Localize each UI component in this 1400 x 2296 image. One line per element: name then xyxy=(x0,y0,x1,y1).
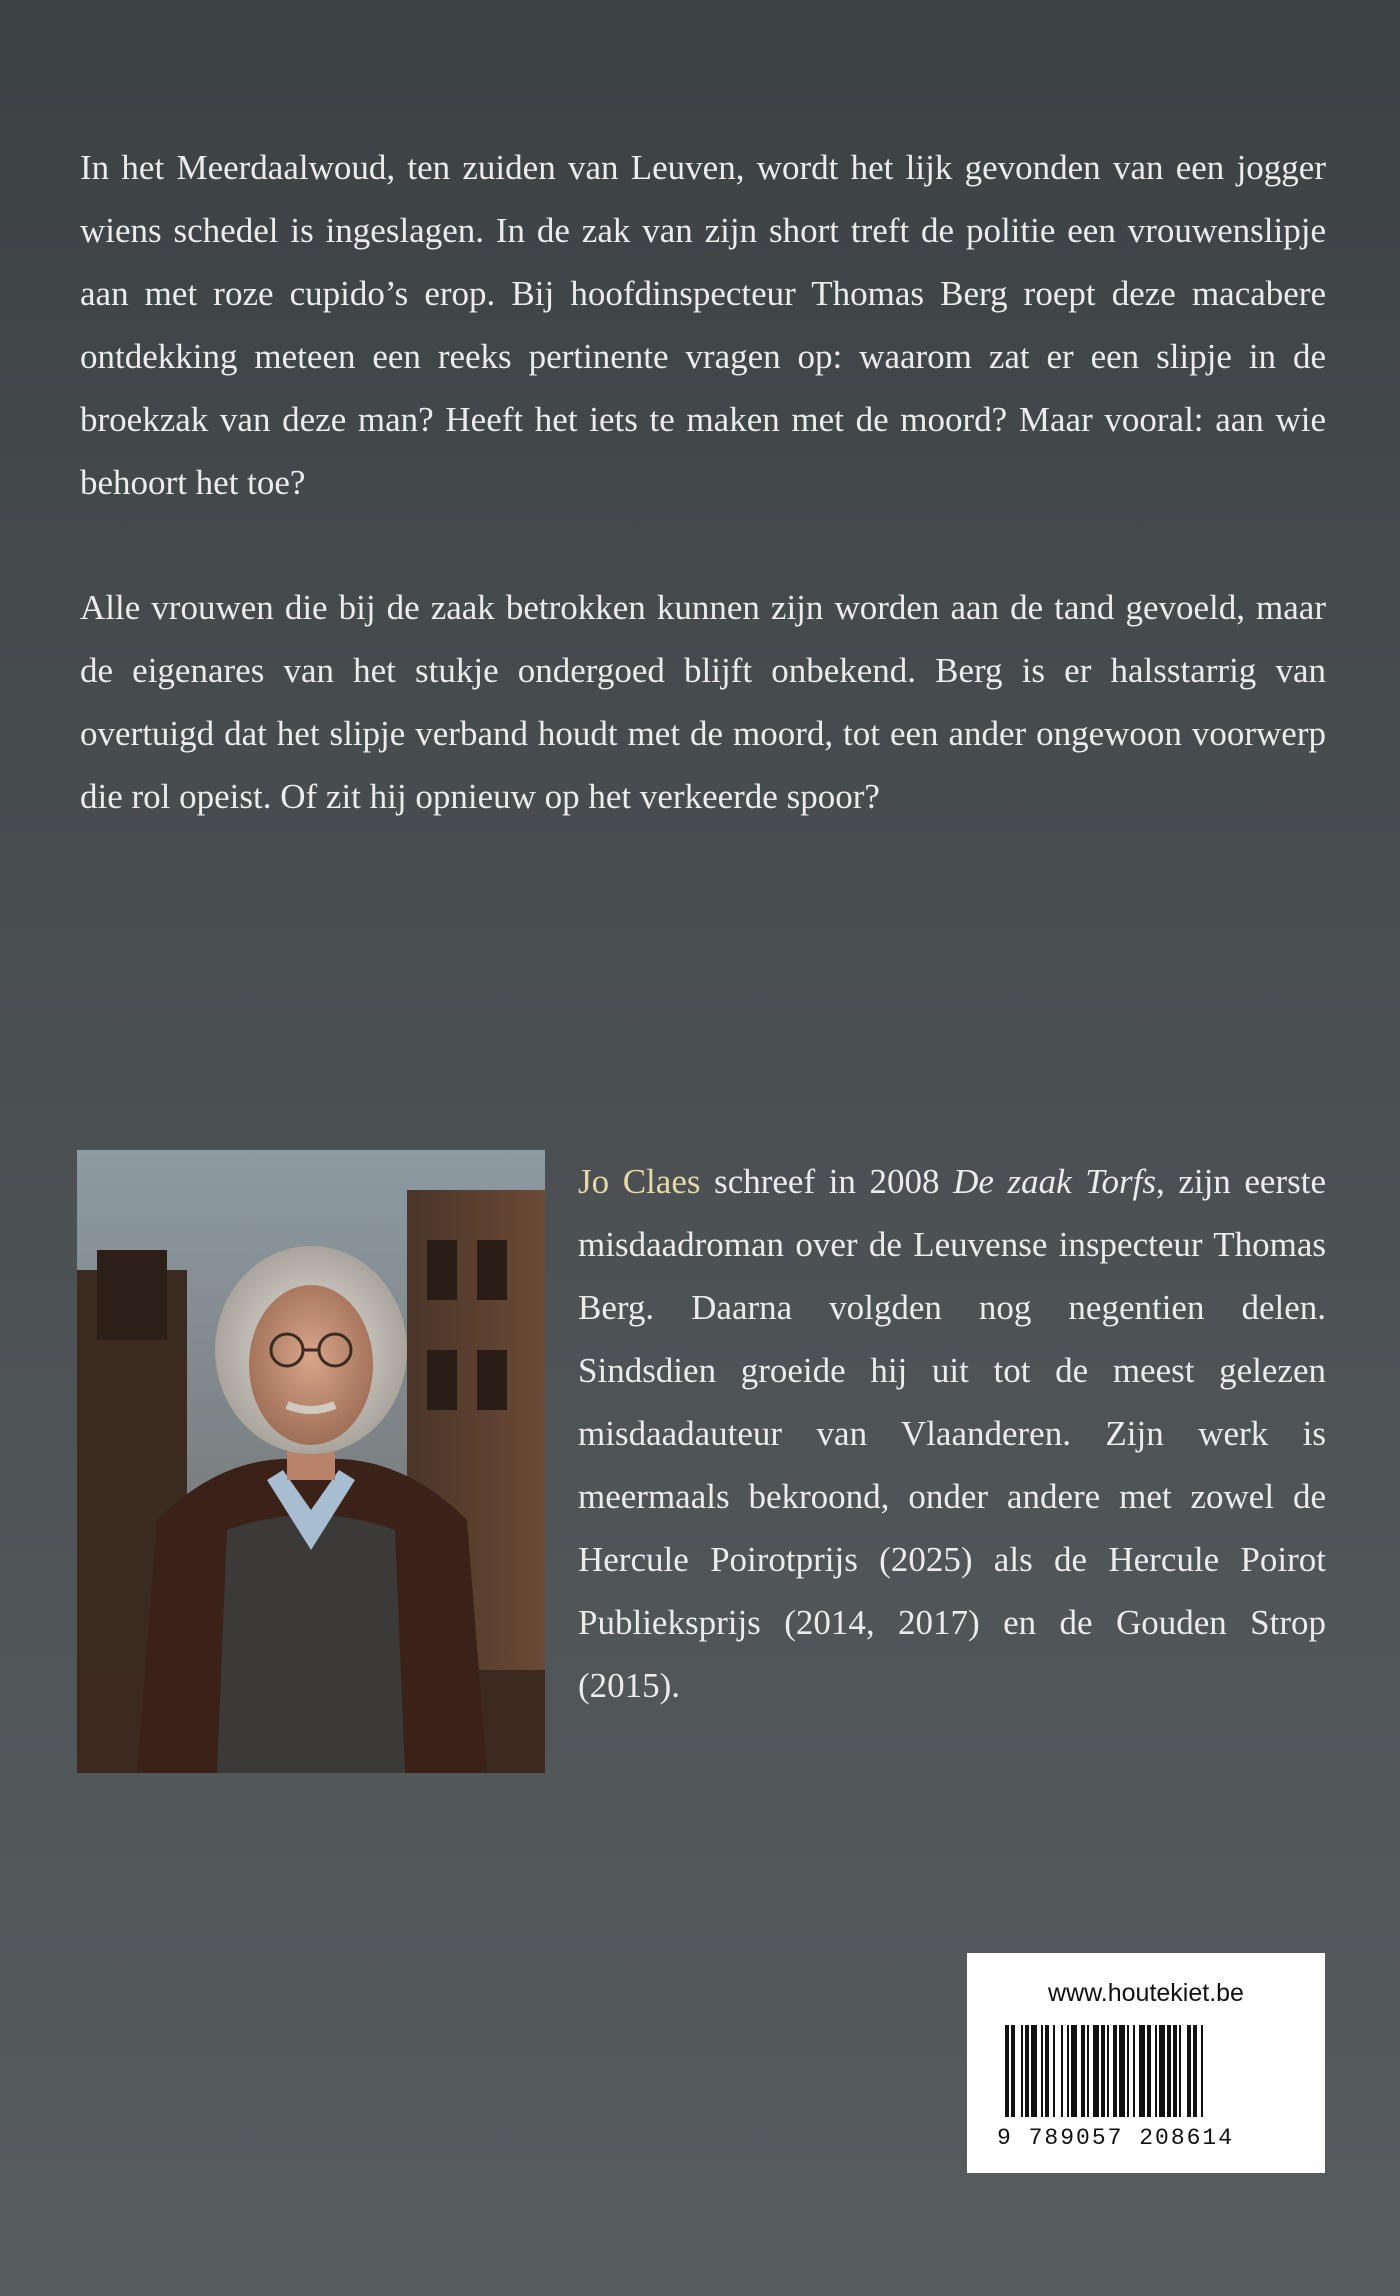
barcode-bar xyxy=(1155,2025,1157,2117)
blurb-paragraph-2: Alle vrouwen die bij de zaak betrokken kunnen zijn worden aan de tand gevoeld, maar de eigenares van het stukje ondergoed blijft onbekend. Berg is er halsstarrig van overtuigd dat het slipje verband houdt met de moord, tot een ander ongewoon voorwerp die rol opeist. Of zit hij opnieuw op het verkeerde spoor? xyxy=(80,588,1326,816)
author-name: Jo Claes xyxy=(578,1162,701,1201)
barcode-bar xyxy=(1061,2025,1063,2117)
publisher-website: www.houtekiet.be xyxy=(1048,1979,1244,2007)
author-photo xyxy=(77,1150,545,1773)
barcode-bar xyxy=(1093,2025,1099,2117)
barcode-bar xyxy=(1159,2025,1165,2117)
barcode-bar xyxy=(1187,2025,1191,2117)
barcode-bar xyxy=(1133,2025,1135,2117)
barcode-bar xyxy=(1031,2025,1037,2117)
barcode-bar xyxy=(1021,2025,1023,2117)
barcode-bar xyxy=(1193,2025,1197,2117)
barcode-bar xyxy=(1081,2025,1085,2117)
barcode-bar xyxy=(1173,2025,1177,2117)
barcode-bar xyxy=(1005,2025,1009,2117)
author-bio-text: schreef in 2008 xyxy=(700,1162,954,1201)
barcode-bar xyxy=(1179,2025,1181,2117)
barcode-bar xyxy=(1041,2025,1043,2117)
barcode-bar xyxy=(1107,2025,1109,2117)
author-bio xyxy=(578,1150,1326,1717)
barcode-bar xyxy=(1127,2025,1129,2117)
barcode-bar xyxy=(1071,2025,1077,2117)
barcode-bar xyxy=(1119,2025,1125,2117)
author-bio-text: , zijn eerste misdaadroman over de Leuvense inspecteur Thomas Berg. Daarna volgden nog negentien delen. Sindsdien groeide hij uit tot de meest gelezen misdaadauteur van Vlaanderen. Zijn werk is meermaals bekroond, onder andere met zowel de Hercule Poirotprijs (2025) als de Hercule Poirot Publieksprijs (2014, 2017) en de Gouden Strop (2015). xyxy=(578,1162,1327,1705)
barcode-box xyxy=(967,1953,1325,2173)
barcode-bar xyxy=(1167,2025,1171,2117)
barcode-bar xyxy=(1011,2025,1015,2117)
barcode-bar xyxy=(1067,2025,1069,2117)
barcode-bar xyxy=(1147,2025,1151,2117)
barcode-bar xyxy=(1139,2025,1145,2117)
blurb-paragraph-1: In het Meerdaalwoud, ten zuiden van Leuven, wordt het lijk gevonden van een jogger wiens schedel is ingeslagen. In de zak van zijn short treft de politie een vrouwenslipje aan met roze cupido’s erop. Bij hoofdinspecteur Thomas Berg roept deze macabere ontdekking meteen een reeks pertinente vragen op: waarom zat er een slipje in de broekzak van deze man? Heeft het iets te maken met de moord? Maar vooral: aan wie behoort het toe? xyxy=(80,148,1326,502)
isbn-number: 9 789057 208614 xyxy=(997,2125,1235,2151)
debut-title: De zaak Torfs xyxy=(953,1162,1156,1201)
barcode-bar xyxy=(1025,2025,1029,2117)
barcode-bar xyxy=(1045,2025,1049,2117)
isbn-barcode xyxy=(997,2025,1297,2125)
barcode-bar xyxy=(1201,2025,1203,2117)
barcode-bar xyxy=(1113,2025,1117,2117)
barcode-bar xyxy=(1087,2025,1089,2117)
barcode-bar xyxy=(1053,2025,1055,2117)
barcode-bar xyxy=(1101,2025,1105,2117)
